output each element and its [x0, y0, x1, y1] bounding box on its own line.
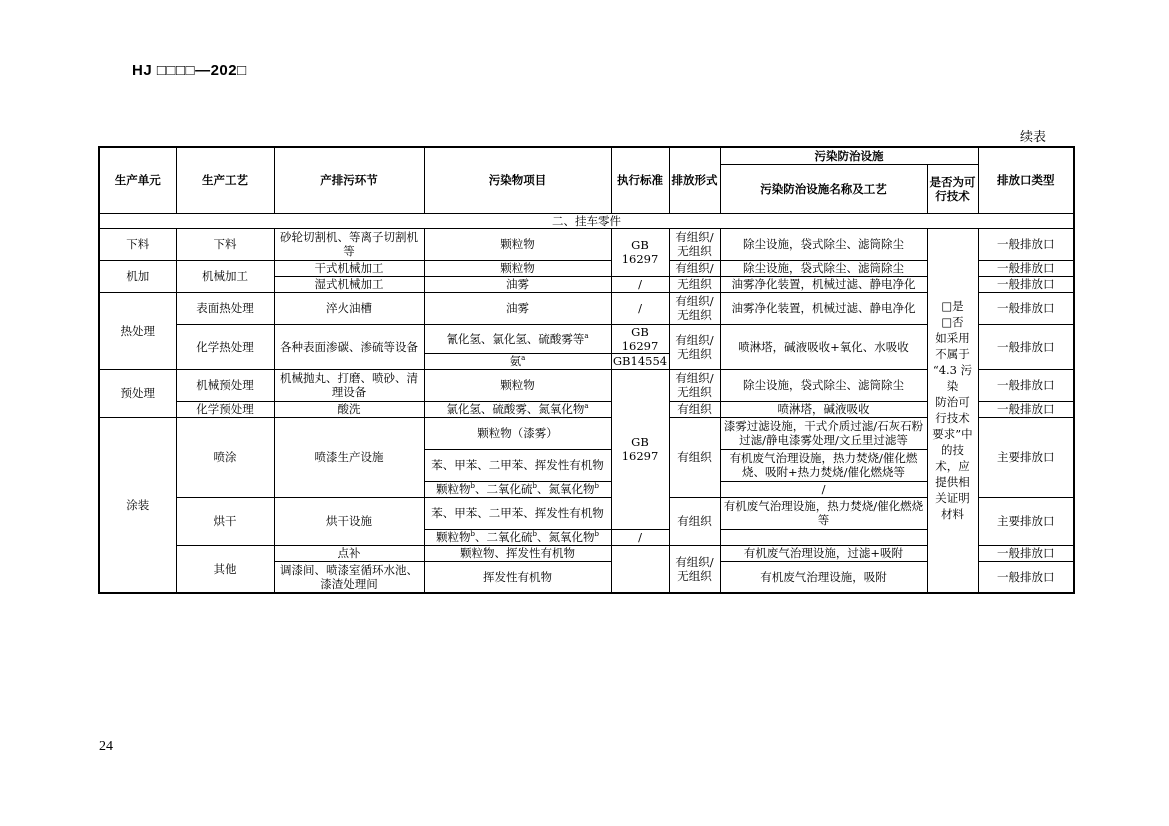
cell-process: 其他 — [176, 545, 274, 593]
cell-form: 有组织 — [669, 417, 720, 497]
cell-facility: 喷淋塔，碱液吸收+氧化、水吸收 — [720, 324, 927, 369]
cell-point: 各种表面渗碳、渗硫等设备 — [274, 324, 424, 369]
cell-facility: 除尘设施，袋式除尘、滤筒除尘 — [720, 228, 927, 260]
cell-form: 有组织 — [669, 401, 720, 417]
cell-facility: 油雾净化装置，机械过滤、静电净化 — [720, 276, 927, 292]
cell-form: 有组织 — [669, 497, 720, 545]
cell-pollutant: 油雾 — [424, 292, 611, 324]
cell-form: 有组织/ — [669, 260, 720, 276]
continued-label: 续表 — [1020, 130, 1047, 145]
cell-outlet: 一般排放口 — [978, 292, 1074, 324]
header-discharge-form: 排放形式 — [669, 147, 720, 213]
cell-pollutant: 颗粒物 — [424, 228, 611, 260]
cell-feasible-note: □是 □否 如采用 不属于 “4.3 污染 防治可 行技术 要求”中 的技 术，应 提供相 关证明 材料 — [927, 228, 978, 593]
cell-point: 干式机械加工 — [274, 260, 424, 276]
cell-outlet: 一般排放口 — [978, 561, 1074, 593]
cell-pollutant: 颗粒物 — [424, 369, 611, 401]
emission-sources-table — [98, 146, 1075, 594]
cell-pollutant: 颗粒物 — [424, 260, 611, 276]
header-pollutant: 污染物项目 — [424, 147, 611, 213]
cell-point: 喷漆生产设施 — [274, 417, 424, 497]
cell-facility: 有机废气治理设施，热力焚烧/催化燃烧等 — [720, 497, 927, 529]
cell-standard-blank — [611, 561, 669, 593]
cell-point: 机械抛丸、打磨、喷砂、清理设备 — [274, 369, 424, 401]
cell-process: 机械加工 — [176, 260, 274, 292]
cell-form: 有组织/无组织 — [669, 369, 720, 401]
section-title: 二、挂车零件 — [99, 213, 1074, 228]
cell-outlet: 一般排放口 — [978, 545, 1074, 561]
header-process: 生产工艺 — [176, 147, 274, 213]
header-facility-name: 污染防治设施名称及工艺 — [720, 164, 927, 213]
standard-code-header: HJ □□□□—202□ — [132, 62, 247, 79]
cell-pollutant: 氨$^a$ — [424, 353, 611, 369]
cell-pollutant: 颗粒物（漆雾） — [424, 417, 611, 449]
cell-process: 烘干 — [176, 497, 274, 545]
cell-outlet: 主要排放口 — [978, 497, 1074, 545]
cell-pollutant: 挥发性有机物 — [424, 561, 611, 593]
cell-point: 砂轮切割机、等离子切割机等 — [274, 228, 424, 260]
cell-facility: / — [611, 529, 669, 545]
cell-unit: 预处理 — [99, 369, 176, 417]
cell-outlet: 一般排放口 — [978, 401, 1074, 417]
cell-point: 淬火油槽 — [274, 292, 424, 324]
cell-standard: GB 16297 — [611, 369, 669, 529]
cell-point: 湿式机械加工 — [274, 276, 424, 292]
cell-facility: 除尘设施，袋式除尘、滤筒除尘 — [720, 260, 927, 276]
cell-facility: 除尘设施，袋式除尘、滤筒除尘 — [720, 369, 927, 401]
cell-outlet: 一般排放口 — [978, 324, 1074, 369]
header-unit: 生产单元 — [99, 147, 176, 213]
header-feasible-tech: 是否为可行技术 — [927, 164, 978, 213]
cell-standard-blank — [611, 545, 669, 561]
cell-standard: / — [611, 292, 669, 324]
page-number: 24 — [99, 739, 113, 754]
cell-process: 化学热处理 — [176, 324, 274, 369]
cell-pollutant: 苯、甲苯、二甲苯、挥发性有机物 — [424, 497, 611, 529]
cell-outlet: 一般排放口 — [978, 369, 1074, 401]
cell-unit: 机加 — [99, 260, 176, 292]
header-facility-group: 污染防治设施 — [720, 147, 978, 164]
cell-pollutant: 颗粒物、挥发性有机物 — [424, 545, 611, 561]
cell-standard: GB 16297 — [611, 228, 669, 276]
cell-facility: / — [720, 481, 927, 497]
cell-process: 化学预处理 — [176, 401, 274, 417]
cell-facility: 喷淋塔，碱液吸收 — [720, 401, 927, 417]
cell-form: 有组织/无组织 — [669, 545, 720, 593]
cell-standard: GB 16297 — [611, 324, 669, 353]
table-row — [99, 228, 1074, 260]
cell-unit: 涂装 — [99, 417, 176, 593]
cell-unit: 热处理 — [99, 292, 176, 369]
cell-facility: 漆雾过滤设施，干式介质过滤/石灰石粉过滤/静电漆雾处理/文丘里过滤等 — [720, 417, 927, 449]
cell-form: 无组织 — [669, 276, 720, 292]
cell-pollutant: 氰化氢、氯化氢、硫酸雾等$^a$ — [424, 324, 611, 353]
cell-form: 有组织/无组织 — [669, 228, 720, 260]
header-emission-point: 产排污环节 — [274, 147, 424, 213]
cell-pollutant: 油雾 — [424, 276, 611, 292]
cell-pollutant: 颗粒物$^b$、二氧化硫$^b$、氮氧化物$^b$ — [424, 529, 611, 545]
cell-point: 点补 — [274, 545, 424, 561]
cell-unit: 下料 — [99, 228, 176, 260]
header-outlet-type: 排放口类型 — [978, 147, 1074, 213]
cell-pollutant: 氯化氢、硫酸雾、氮氧化物$^a$ — [424, 401, 611, 417]
cell-standard: / — [611, 276, 669, 292]
header-standard: 执行标准 — [611, 147, 669, 213]
cell-process: 表面热处理 — [176, 292, 274, 324]
cell-point: 酸洗 — [274, 401, 424, 417]
cell-outlet: 一般排放口 — [978, 276, 1074, 292]
cell-point: 调漆间、喷漆室循环水池、漆渣处理间 — [274, 561, 424, 593]
cell-pollutant: 苯、甲苯、二甲苯、挥发性有机物 — [424, 449, 611, 481]
cell-facility: 有机废气治理设施，过滤+吸附 — [720, 545, 927, 561]
cell-outlet: 一般排放口 — [978, 260, 1074, 276]
cell-facility: 有机废气治理设施，吸附 — [720, 561, 927, 593]
cell-facility: 有机废气治理设施，热力焚烧/催化燃烧、吸附+热力焚烧/催化燃烧等 — [720, 449, 927, 481]
cell-form: 有组织/无组织 — [669, 324, 720, 369]
cell-facility: 油雾净化装置，机械过滤、静电净化 — [720, 292, 927, 324]
cell-process: 下料 — [176, 228, 274, 260]
cell-process: 机械预处理 — [176, 369, 274, 401]
cell-outlet: 主要排放口 — [978, 417, 1074, 497]
cell-process: 喷涂 — [176, 417, 274, 497]
cell-outlet: 一般排放口 — [978, 228, 1074, 260]
cell-point: 烘干设施 — [274, 497, 424, 545]
cell-standard: GB14554 — [612, 354, 668, 368]
cell-pollutant: 颗粒物$^b$、二氧化硫$^b$、氮氧化物$^b$ — [424, 481, 611, 497]
cell-form: 有组织/无组织 — [669, 292, 720, 324]
